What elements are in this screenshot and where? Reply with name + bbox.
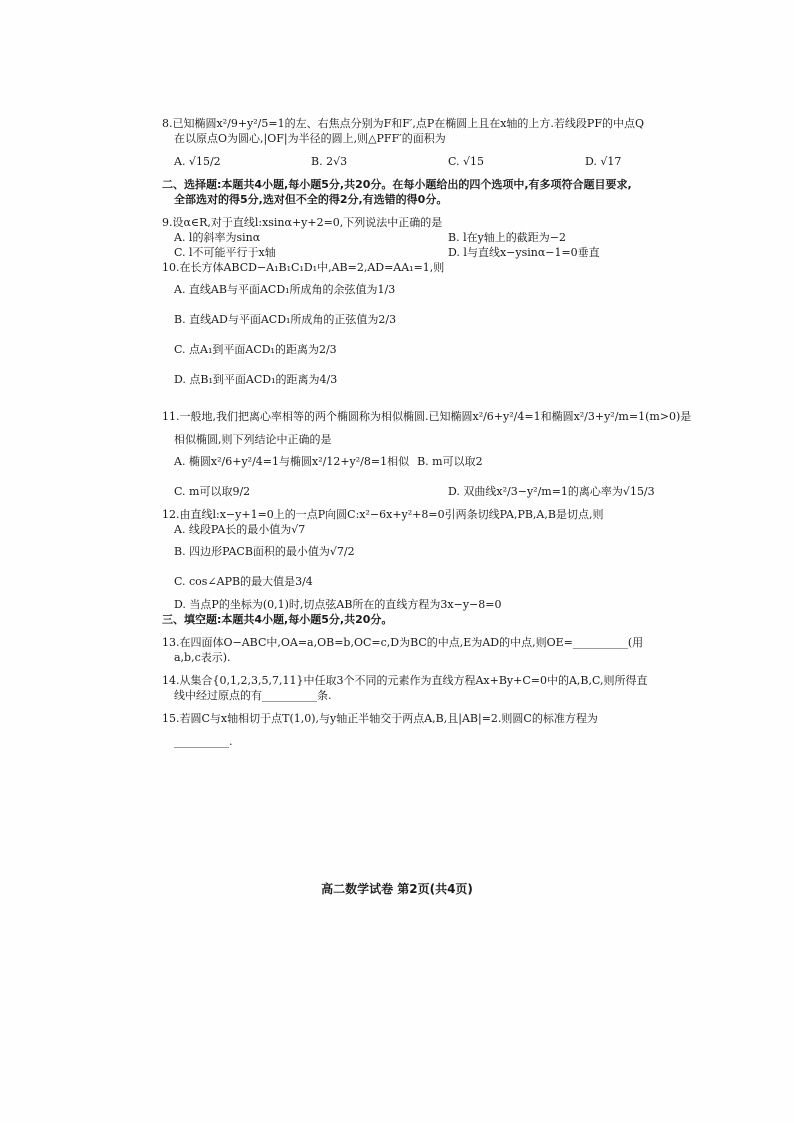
q9-option-b: B. l在y轴上的截距为−2 xyxy=(448,231,567,244)
q14-line2: 线中经过原点的有__________条. xyxy=(174,689,332,702)
q15-line1: 15.若圆C与x轴相切于点T(1,0),与y轴正半轴交于两点A,B,且|AB|=2.则圆C的标准方程为 xyxy=(162,712,598,725)
q13-line1: 13.在四面体O−ABC中,OA=a,OB=b,OC=c,D为BC的中点,E为AD的中点,则OE=__________(用 xyxy=(162,636,644,649)
q11-line1: 11.一般地,我们把离心率相等的两个椭圆称为相似椭圆.已知椭圆x²/6+y²/4=1和椭圆x²/3+y²/m=1(m>0)是 xyxy=(162,410,692,423)
q8-options xyxy=(162,154,722,169)
q10-option-a: A. 直线AB与平面ACD₁所成角的余弦值为1/3 xyxy=(174,283,396,296)
q8-option-d: D. √17 xyxy=(585,155,622,168)
q8-option-a: A. √15/2 xyxy=(174,155,221,168)
question-12 xyxy=(162,507,722,612)
question-14 xyxy=(162,673,722,703)
q11-option-d: D. 双曲线x²/3−y²/m=1的离心率为√15/3 xyxy=(448,485,655,498)
page-footer: 高二数学试卷 第2页(共4页) xyxy=(321,882,473,896)
q11-option-a: A. 椭圆x²/6+y²/4=1与椭圆x²/12+y²/8=1相似 xyxy=(174,455,410,468)
q15-line2: __________. xyxy=(174,735,233,748)
q12-option-d: D. 当点P的坐标为(0,1)时,切点弦AB所在的直线方程为3x−y−8=0 xyxy=(174,598,502,611)
q10-option-b: B. 直线AD与平面ACD₁所成角的正弦值为2/3 xyxy=(174,313,397,326)
q10-option-d: D. 点B₁到平面ACD₁的距离为4/3 xyxy=(174,373,338,386)
question-8 xyxy=(162,116,722,169)
q12-stem: 12.由直线l:x−y+1=0上的一点P向圆C:x²−6x+y²+8=0引两条切线PA,PB,A,B是切点,则 xyxy=(162,508,604,521)
section2-heading-line2: 全部选对的得5分,选对但不全的得2分,有选错的得0分。 xyxy=(174,193,448,206)
question-15 xyxy=(162,711,722,749)
q10-stem: 10.在长方体ABCD−A₁B₁C₁D₁中,AB=2,AD=AA₁=1,则 xyxy=(162,261,445,274)
q9-options-row1 xyxy=(162,230,722,245)
q11-line2: 相似椭圆,则下列结论中正确的是 xyxy=(174,433,332,446)
exam-content xyxy=(162,116,722,749)
q11-options-row2 xyxy=(162,477,722,507)
q14-line1: 14.从集合{0,1,2,3,5,7,11}中任取3个不同的元素作为直线方程Ax+By+C=0中的A,B,C,则所得直 xyxy=(162,674,648,687)
q12-option-b: B. 四边形PACB面积的最小值为√7/2 xyxy=(174,545,355,558)
question-13 xyxy=(162,635,722,665)
q8-option-c: C. √15 xyxy=(448,155,485,168)
q11-option-b: B. m可以取2 xyxy=(417,455,483,468)
q11-option-c: C. m可以取9/2 xyxy=(174,485,251,498)
section2-heading: 二、选择题:本题共4小题,每小题5分,共20分。在每小题给出的四个选项中,有多项符合题目要求, xyxy=(162,178,632,191)
q12-option-c: C. cos∠APB的最大值是3/4 xyxy=(174,575,313,588)
q10-option-c: C. 点A₁到平面ACD₁的距离为2/3 xyxy=(174,343,337,356)
q9-stem: 9.设α∈R,对于直线l:xsinα+y+2=0,下列说法中正确的是 xyxy=(162,216,443,229)
q9-option-c: C. l不可能平行于x轴 xyxy=(174,246,276,259)
q8-line1: 8.已知椭圆x²/9+y²/5=1的左、右焦点分别为F和F′,点P在椭圆上且在x轴的上方.若线段PF的中点Q xyxy=(162,117,644,130)
q8-option-b: B. 2√3 xyxy=(311,155,348,168)
q9-option-d: D. l与直线x−ysinα−1=0垂直 xyxy=(448,246,600,259)
question-11 xyxy=(162,409,722,507)
q9-option-a: A. l的斜率为sinα xyxy=(174,231,261,244)
q8-line2: 在以原点O为圆心,|OF|为半径的圆上,则△PFF′的面积为 xyxy=(174,132,446,145)
q11-options-row1 xyxy=(162,447,722,477)
question-9 xyxy=(162,215,722,260)
q9-options-row2 xyxy=(162,245,722,260)
q13-line2: a,b,c表示). xyxy=(174,651,231,664)
question-10 xyxy=(162,260,722,395)
q12-option-a: A. 线段PA长的最小值为√7 xyxy=(174,523,306,536)
section3-heading: 三、填空题:本题共4小题,每小题5分,共20分。 xyxy=(162,613,393,626)
